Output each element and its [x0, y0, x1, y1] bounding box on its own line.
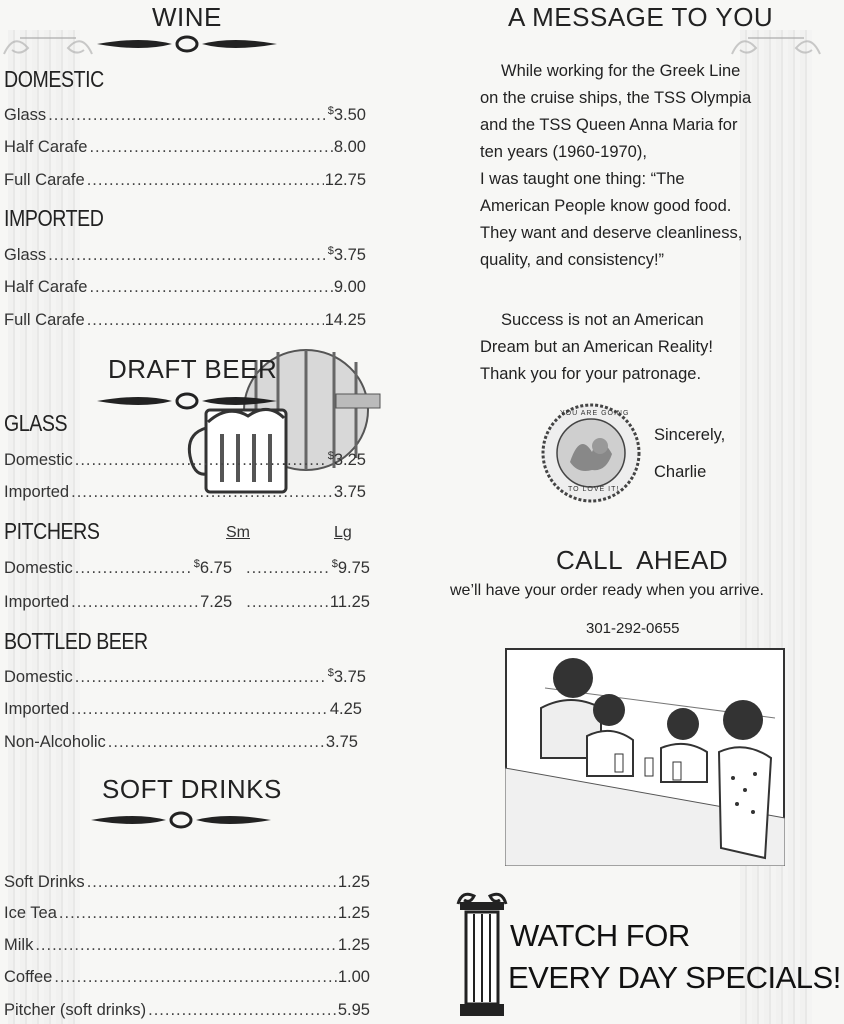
menu-item: Half Carafe ..... 8.00 — [4, 135, 366, 157]
menu-item: Coffee ..... 1.00 — [4, 965, 370, 987]
menu-item: Imported ..... 7.25 ..... 11.25 — [4, 590, 370, 612]
left-column-capital-icon — [0, 24, 96, 72]
menu-item: Glass ..... $3.75 — [4, 243, 366, 265]
menu-item: Milk ..... 1.25 — [4, 933, 370, 955]
family-dining-illustration — [505, 648, 785, 866]
seal-text-top: YOU ARE GOING — [560, 410, 630, 417]
menu-item: Pitcher (soft drinks) ..... 5.95 — [4, 998, 370, 1020]
menu-item: Full Carafe ..... 12.75 — [4, 168, 366, 190]
ionic-column-icon — [456, 888, 508, 1018]
menu-item: Domestic ..... $6.75 ..... $9.75 — [4, 556, 370, 578]
wine-imported-heading: IMPORTED — [4, 205, 104, 231]
menu-item: Half Carafe ..... 9.00 — [4, 275, 366, 297]
soft-drinks-title: SOFT DRINKS — [102, 774, 282, 804]
menu-item: Glass ..... $3.50 — [4, 103, 366, 125]
menu-item: Imported ..... 4.25 — [4, 697, 362, 719]
seal-text-bottom: TO LOVE IT! — [568, 486, 620, 493]
bottled-beer-heading: BOTTLED BEER — [4, 628, 148, 654]
draft-glass-heading: GLASS — [4, 410, 68, 436]
message-title: A MESSAGE TO YOU — [508, 2, 774, 32]
menu-item: Full Carafe ..... 14.25 — [4, 308, 366, 330]
call-ahead-subtitle: we’ll have your order ready when you arrive. — [450, 582, 764, 599]
message-paragraph-1: While working for the Greek Line on the cruise ships, the TSS Olympia and the TSS Queen Anna Maria for ten years (1960-1970), I was taught one thing: “The American People know good food. They want and deserve cleanliness, quality, and consistency!” — [480, 62, 752, 269]
menu-item: Domestic ..... $3.75 — [4, 665, 366, 687]
pitcher-large-label: Lg — [334, 524, 352, 541]
call-ahead-title: CALL AHEAD — [556, 545, 729, 575]
phone-number: 301-292-0655 — [586, 620, 680, 637]
pitcher-small-label: Sm — [226, 524, 250, 541]
ornament-divider-icon — [92, 391, 282, 411]
sign-off: Sincerely, — [654, 426, 726, 444]
signature: Charlie — [654, 463, 707, 481]
specials-line-1: WATCH FOR — [510, 918, 690, 953]
wine-domestic-heading: DOMESTIC — [4, 66, 104, 92]
pitchers-heading: PITCHERS — [4, 518, 100, 544]
ornament-divider-icon — [86, 810, 276, 830]
menu-item: Domestic ..... $3.25 — [4, 448, 366, 470]
message-paragraph-2: Success is not an American Dream but an American Reality! Thank you for your patronage. — [480, 311, 713, 383]
menu-item: Non-Alcoholic ..... 3.75 — [4, 730, 358, 752]
specials-line-2: EVERY DAY SPECIALS! — [508, 960, 841, 995]
wine-title: WINE — [152, 2, 222, 32]
menu-item: Imported ..... 3.75 — [4, 480, 366, 502]
menu-item: Soft Drinks ..... 1.25 — [4, 870, 370, 892]
ornament-divider-icon — [92, 34, 282, 54]
menu-item: Ice Tea ..... 1.25 — [4, 901, 370, 923]
draft-beer-title: DRAFT BEER — [108, 354, 278, 384]
